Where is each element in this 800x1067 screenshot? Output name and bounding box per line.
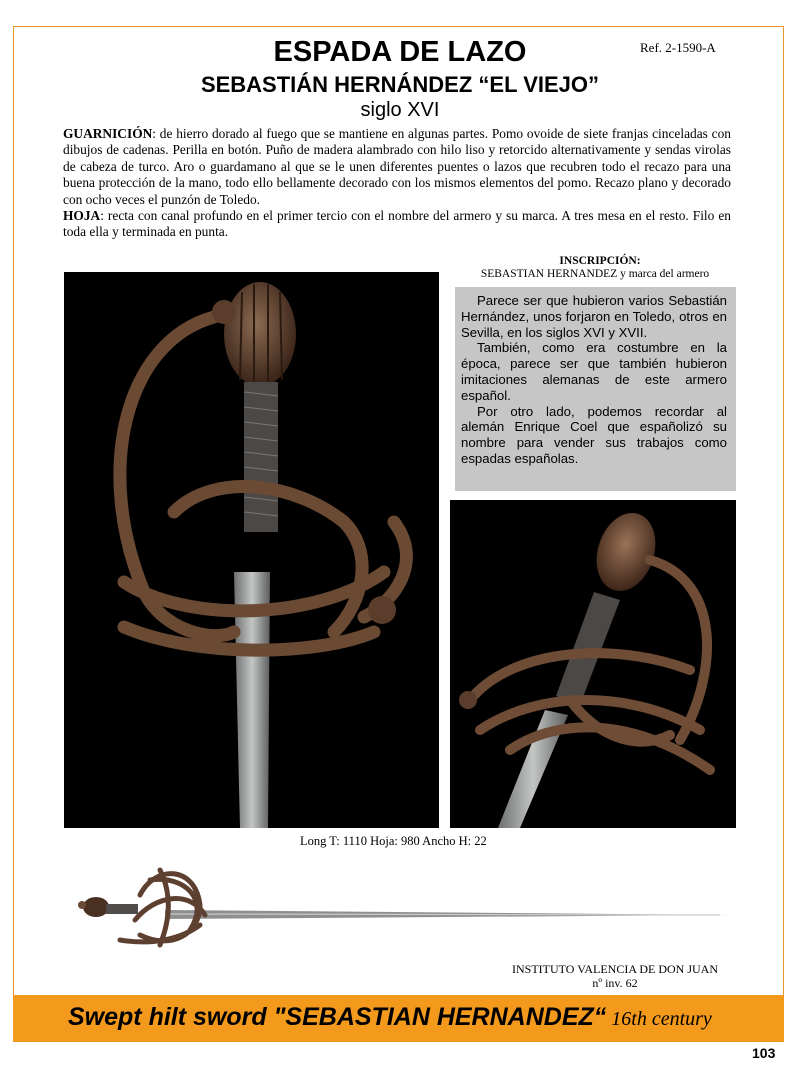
guarnicion-text: : de hierro dorado al fuego que se mantiene en algunas partes. Pomo ovoide de siete franjas cinceladas con dibujos de cadenas. Perilla en botón. Puño de madera alambrado con hilo liso y retorcido alternativamente y sendas virolas de cabeza de turco. Aro o guardamano al que se le unen diferentes puentes o lazos que recubren todo el recazo para una buena protección de la mano, todo ello bellamente decorado con los mismos elementos del pomo. Recazo plano y decorado con ocho veces el punzón de Toledo. [63,126,731,207]
historical-note-box [455,287,736,491]
note-paragraph-3: Por otro lado, podemos recordar al alemán Enrique Coel que españolizó su nombre para vender sus trabajos como espadas españolas. [461,403,727,466]
inscription-heading: INSCRIPCIÓN: [559,255,641,267]
inscription-name: SEBASTIAN HERNANDEZ [480,268,618,280]
page-subtitle: SEBASTIÁN HERNÁNDEZ “EL VIEJO” [200,72,600,97]
institution-caption [470,962,760,990]
dimensions-caption: Long T: 1110 Hoja: 980 Ancho H: 22 [300,834,487,848]
reference-number: Ref. 2-1590-A [640,40,716,55]
note-paragraph-1: Parece ser que hubieron varios Sebastián Hernández, unos forjaron en Toledo, otros en Sevilla, en los siglos XVI y XVII. [461,293,727,340]
page-title: ESPADA DE LAZO [273,36,527,68]
guarnicion-paragraph [63,126,731,208]
guarnicion-label: GUARNICIÓN [63,126,153,141]
century-label: siglo XVI [360,99,440,121]
hoja-text: : recta con canal profundo en el primer tercio con el nombre del armero y su marca. A tres mesa en el resto. Filo en toda ella y terminada en punta. [63,208,731,240]
english-title [68,1003,712,1032]
inscription-rest: y marca del armero [617,268,710,280]
english-title-century: 16th century [606,1008,712,1030]
hilt-photo-small [450,500,736,828]
institution-name: INSTITUTO VALENCIA DE DON JUAN [512,962,718,976]
note-paragraph-2: También, como era costumbre en la época, parece ser que también hubieron imitaciones alemanas de este armero español. [461,340,727,403]
inventory-number: nº inv. 62 [592,976,638,990]
hoja-paragraph [63,208,731,241]
inscription-text [450,268,740,280]
hilt-photo-large [64,272,439,828]
hoja-label: HOJA [63,208,101,224]
page-number: 103 [752,1045,776,1061]
english-title-main: Swept hilt sword "SEBASTIAN HERNANDEZ“ [68,1003,607,1031]
description [63,126,731,241]
full-sword-photo [60,855,740,965]
